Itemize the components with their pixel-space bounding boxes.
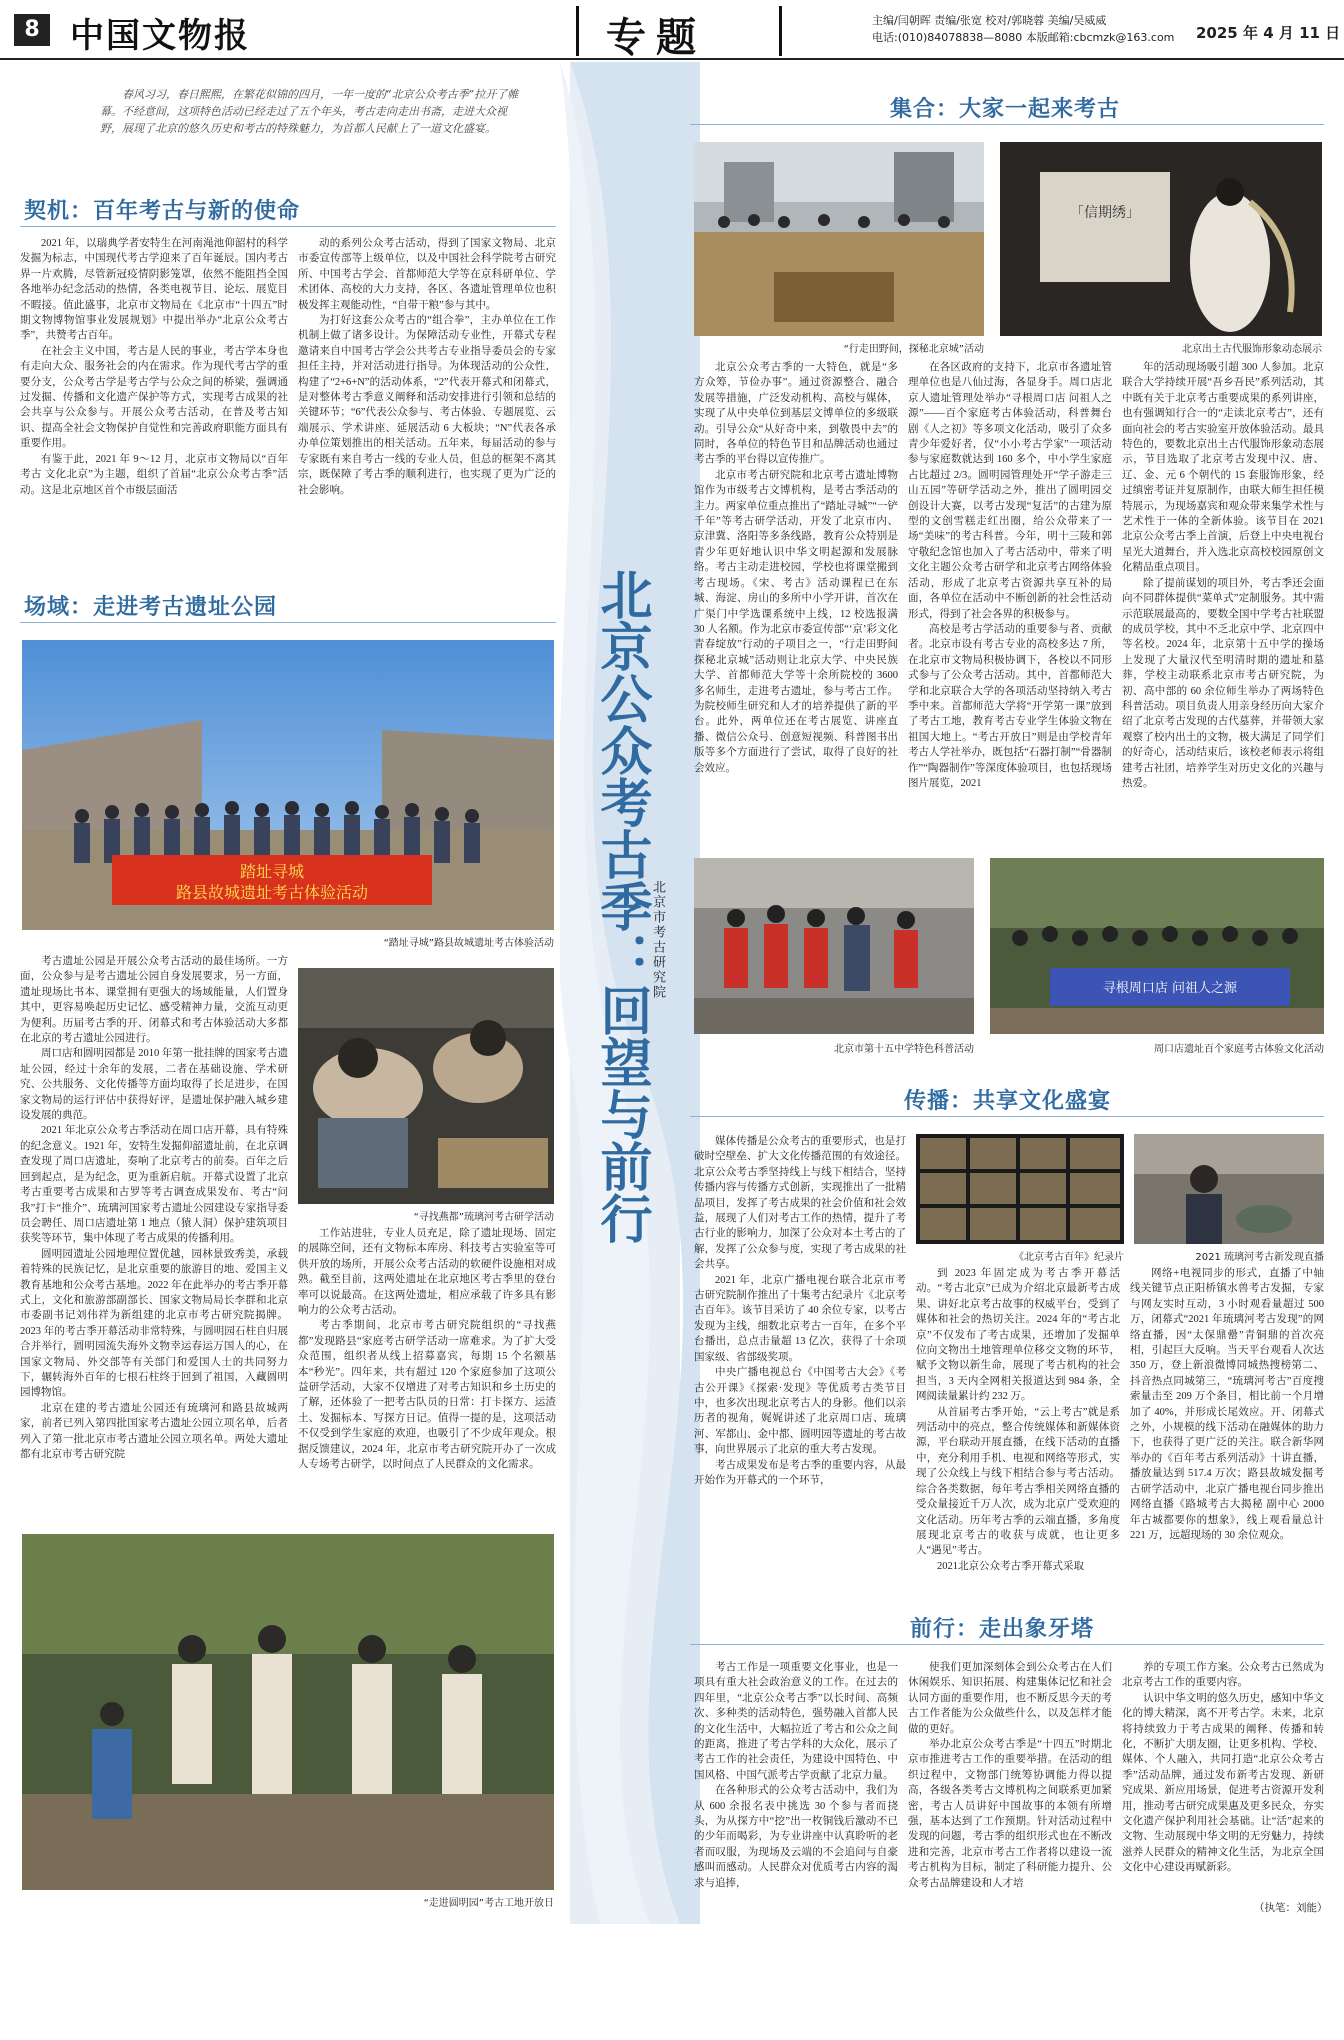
- paragraph: 2021 年北京公众考古季活动在周口店开幕，具有特殊的纪念意义。1921 年，安特生发掘仰韶遗址前，在北京调查发现了周口店遗址，奏响了北京考古的前奏。百年之后回到起点，是为纪念，更为重新启航。开幕式设置了北京考古重要考古成果和古罗等考古调查成果发布、考古“问我”打卡“推介”、琉璃河国家考古遗址公园建设专家指导委员会聘任、周口店遗址第 1 地点（猿人洞）保护建筑项目获奖等环节，集中体现了考古成果的传播利用。: [20, 1125, 288, 1245]
- paragraph: 北京在建的考古遗址公园还有琉璃河和路县故城两家，前者已列入第四批国家考古遗址公园立项名单，后者列入了第一批北京市考古遗址公园立项名单。两处大遗址都有北京市考古研究院: [20, 1402, 288, 1460]
- main-title: 北京公众考古季：回望与前行: [591, 568, 652, 1244]
- issue-date: 2025 年 4 月 11 日: [1196, 24, 1341, 42]
- photo-liulihe-livestream: [1134, 1134, 1324, 1244]
- paragraph: 2021北京公众考古季开幕式采取: [937, 1560, 1084, 1572]
- paragraph: 养的专项工作方案。公众考古已然成为北京考古工作的重要内容。: [1122, 1662, 1324, 1689]
- section-rule: [690, 124, 1324, 125]
- section-rule: [20, 226, 556, 227]
- photo-yuanmingyuan-openday: [22, 1534, 554, 1890]
- paragraph: 动的系列公众考古活动，得到了国家文物局、北京市委宣传部等上级单位，以及中国社会科学院考古研究所、中国考古学会、首都师范大学等在京科研单位、学术团体、高校的大力支持，各区、各遗址管理单位也积极发挥主观能动性，“自带干粮”参与其中。: [298, 238, 556, 311]
- s2-column-1: [20, 954, 288, 1462]
- author-credit: （执笔：刘能）: [1254, 1902, 1328, 1914]
- section-label: 专题: [606, 14, 706, 61]
- stage-photo-illustration: [1000, 142, 1322, 336]
- caption: “行走田野间，探秘北京城”活动: [843, 344, 984, 355]
- livestream-photo-illustration: [1134, 1134, 1324, 1244]
- paragraph: 除了提前谋划的项目外，考古季还会面向不同群体提供“菜单式”定制服务。其中需示范联展最高的，要数全国中学考古社联盟的成员学校，其中不乏北京中学、北京四中等名校。2024 年，北京第十五中学的操场上发现了大量汉代至明清时期的遗址和墓葬，学校主动联系北京市考古研究院，为初、高中部的 60 余位师生举办了两场特色科普活动。项目负责人用亲身经历向大家介绍了北京考古发现的古代墓葬，并带领大家观察了校内出土的文物，极大满足了同学们的好奇心，活动结束后，该校老师表示将组建考古社团，培养学生对历史文化的兴趣与热爱。: [1122, 577, 1324, 789]
- paragraph: 认识中华文明的悠久历史，感知中华文化的博大精深，离不开考古学。未来，北京将持续致力于考古成果的阐释、传播和转化，不断扩大朋友圈，让更多机构、学校、媒体、个人融入，共同打造“北京公众考古季”活动品牌，通过发布新考古发现、新研究成果、新应用场景，促进考古资源开发利用，推动考古研究成果惠及更多民众，夯实文化遗产保护利用社会基础。让“活”起来的文物、生动展现中华文明的无穷魅力，持续滋养人民群众的精神文化生活，为北京全国文化中心建设再赋新彩。: [1122, 1692, 1324, 1874]
- editors-line: 主编/闫朝晖 责编/张宽 校对/郭晓蓉 美编/吴威威: [872, 14, 1107, 27]
- photo-students-studying: [298, 968, 554, 1204]
- section-rule: [690, 1644, 1324, 1645]
- paragraph: 考古遗址公园是开展公众考古活动的最佳场所。一方面，公众参与是考古遗址公园自身发展要求，另一方面，遗址现场比书本、课堂拥有更强大的场域能量，人们置身其中，更容易唤起历史记忆、感受精神力量，交流互动更为便利。历届考古季的开、闭幕式和考古体验活动大多都在北京的考古遗址公园进行。: [20, 956, 288, 1045]
- section-heading-spread: 传播：共享文化盛宴: [904, 1088, 1112, 1114]
- s4-column-3: [1130, 1266, 1324, 1543]
- photo-field-walk: [694, 142, 984, 336]
- contact-line: 电话:(010)84078838—8080 本版邮箱:cbcmzk@163.com: [872, 31, 1175, 44]
- paragraph: 考古成果发布是考古季的重要内容，从最开始作为开幕式的一个环节，: [694, 1459, 906, 1486]
- caption: 北京出土古代服饰形象动态展示: [1182, 344, 1322, 355]
- school-photo-illustration: [694, 858, 974, 1034]
- paragraph: 工作站进驻，专业人员充足，除了遗址现场、固定的展陈空间，还有文物标本库房、科技考古实验室等可供开放的场所，开展公众考古活动的软硬件设施相对成熟。截至目前，这两处遗址在北京地区考古季里的登台率可以说最高。在这两处遗址，相应承载了许多具有影响力的公众考古活动。: [298, 1228, 556, 1317]
- caption: “寻找燕都”琉璃河考古研学活动: [413, 1212, 554, 1223]
- masthead-info: [872, 12, 1174, 46]
- section-heading-sites: 场域：走进考古遗址公园: [24, 594, 278, 620]
- paragraph: 在社会主义中国，考古是人民的事业，考古学本身也有走向大众、服务社会的内在需求。作为现代考古学的重要分支，公众考古学是考古学与公众之间的桥梁，强调通过发掘、传播和文化遗产保护等方式，实现考古成果的社会共享与公众参与。开展公众考古活动，在普及考古知识、提高全社会文物保护自觉性和完善政府职能方面具有重要作用。: [20, 345, 288, 450]
- s3-column-1: [694, 360, 898, 776]
- paragraph: 网络+电视同步的形式，直播了中轴线关键节点正阳桥镇水兽考古发掘，专家与网友实时互动，3 小时观看量超过 500 万，闭幕式“2021 年琉璃河考古发现”的网络直播，因“太保鼎罍”青铜鼎的首次亮相，引起巨大反响。当天平台观看人次达 350 万，登上新浪微博同城热搜榜第二、抖音热点同城第三，“琉璃河考古”百度搜索量击至 209 万个条目，相比前一个月增加了 40%，并形成长尾效应。开、闭幕式之外，小规模的线下活动在融媒体的助力下，也获得了更广泛的关注。联合新华网举办的《百年考古系列活动》十讲直播，播放量达到 517.4 万次；路县故城发掘考古研学活动中，北京广播电视台同步推出网络直播《路城考古大揭秘 副中心 2000 年古城都要你的想象》，线上观看量总计 221 万，远超现场的 30 余位观众。: [1130, 1268, 1324, 1541]
- section-rule: [690, 1116, 1324, 1117]
- paragraph: 考古季期间，北京市考古研究院组织的“寻找燕都”发现路县“家庭考古研学活动一席难求。为了扩大受众范围，组织者从线上招募嘉宾，每期 15 个名额基本“秒光”。四年来，共有超过 120 个家庭参加了这项公益研学活动，大家不仅增进了对考古知识和乡土历史的了解，还体验了一把考古队员的日常：打卡探方、运渣土、发掘标本、写探方日记。值得一提的是，这项活动不仅受到学生家庭的欢迎，也吸引了不少成年观众。根据反馈建议，2024 年，北京市考古研究院开办了一次成人专场考古研学，以时间点了人民群众的文化需求。: [298, 1320, 556, 1471]
- photo-costume-show: [1000, 142, 1322, 336]
- stage-screen-text: 「信期绣」: [1070, 205, 1140, 221]
- caption: “走进圆明园”考古工地开放日: [423, 1898, 554, 1909]
- s5-column-2: [908, 1660, 1112, 1891]
- photo-group-banner: [22, 640, 554, 930]
- study-photo-illustration: [298, 968, 554, 1204]
- paragraph: 2021 年，以瑞典学者安特生在河南渑池仰韶村的科学发掘为标志，中国现代考古学迎来了百年诞辰。国内考古界一片欢腾，尽管新冠疫情阴影笼罩，依然不能阻挡全国各地举办纪念活动的热情，各类电视节目、论坛、展览目不暇接。值此盛事，北京市文物局在《北京市“十四五”时期文物博物馆事业发展规划》中提出举办“北京公众考古季”，共赞考古百年。: [20, 238, 288, 342]
- zkd-photo-illustration: [990, 858, 1324, 1034]
- field-photo-illustration: [694, 142, 984, 336]
- paragraph: 举办北京公众考古季是“十四五”时期北京市推进考古工作的重要举措。在活动的组织过程中，文物部门统筹协调能力得以提高，各级各类考古文博机构之间联系更加紧密，考古人员讲好中国故事的本领有所增强，基本达到了工作预期。针对活动过程中发现的问题，考古季的组织形式也在不断改进和完善，北京市考古工作者将以建设一流考古机构为目标，制定了科研能力提升、公众考古品牌建设和人才培: [908, 1739, 1112, 1889]
- s5-column-3: [1122, 1660, 1324, 1876]
- section-heading-forward: 前行：走出象牙塔: [910, 1616, 1095, 1642]
- paragraph: 有鉴于此，2021 年 9～12 月，北京市文物局以“百年考古 文化北京”为主题，组织了首届“北京公众考古季”活动。这是北京地区首个市级层面活: [20, 453, 288, 496]
- intro-paragraph: 春风习习，春日熙熙，在繁花似锦的四月，一年一度的“北京公众考古季”拉开了帷幕。不经意间，这项特色活动已经走过了五个年头，考古走向走出书斋，走进大众视野，展现了北京的悠久历史和考古的特殊魅力，为首都人民献上了一道文化盛宴。: [100, 88, 519, 135]
- group-photo-illustration: [22, 640, 554, 930]
- paragraph: 到 2023 年固定成为考古季开幕活动。“考古北京”已成为介绍北京最新考古成果、讲好北京考古故事的权威平台，受到了媒体和社会的热切关注。2024 年的“考古北京”不仅发布了考古成果，还增加了发掘单位向文物出土地管理单位移交文物的环节，赋予文物以新生命，展现了考古机构的社会担当，3 天内全网相关报道达到 984 条，全网阅读量累计约 232 万。: [916, 1268, 1120, 1403]
- photo-school-event: [694, 858, 974, 1034]
- paragraph: 中央广播电视总台《中国考古大会》《考古公开课》《探索·发现》等优质考古类节目中，也多次出现北京考古人的身影。他们以亲历者的视角，娓娓讲述了北京周口店、琉璃河、军都山、金中都、圆明园等遗址的考古故事，向世界展示了北京的重大考古发现。: [694, 1367, 906, 1456]
- paragraph: 周口店和圆明园都是 2010 年第一批挂牌的国家考古遗址公园，经过十余年的发展，二者在基础设施、学术研究、公共服务、文化传播等方面均取得了长足进步，在国家文物局的运行评估中获得好评，是遗址保护融入城乡建设发展的典范。: [20, 1048, 288, 1122]
- section-heading-gather: 集合：大家一起来考古: [890, 96, 1121, 122]
- s1-column-2: [298, 236, 556, 498]
- paragraph: 媒体传播是公众考古的重要形式，也是打破时空壁垒、扩大文化传播范围的有效途径。北京公众考古季坚持线上与线下相结合，坚持传播内容与传播方式创新，实现推出了一批精品项目，发挥了考古成果的社会价值和社会效益，展现了人们对考古工作的热情，提升了考古行业的影响力，加深了公众对本土考古的了解，发挥了公众参与度，实现了考古成果的社会共享。: [694, 1136, 906, 1271]
- caption: 周口店遗址百个家庭考古体验文化活动: [1154, 1044, 1324, 1055]
- paragraph: 高校是考古学活动的重要参与者、贡献者。北京市设有考古专业的高校多达 7 所，在北京市文物局积极协调下，各校以不同形式参与了公众考古活动。其中，首都师范大学和北京联合大学的各项活动坚持纳入考古季中来。首都师范大学将“开学第一课”放到了考古工地，教育考古专业学生体验文物在祖国大地上。“考古开放日”则是由学校青年考古人学社举办，既包括“石器打制”“骨器制作”“陶器制作”等深度体验项目，也包括现场图片展览，2021: [908, 623, 1112, 789]
- caption: 2021 琉璃河考古新发现直播: [1195, 1252, 1324, 1263]
- photo-documentary-stills: [916, 1134, 1124, 1244]
- paragraph: 从首届考古季开始，“云上考古”就是系列活动中的亮点，整合传统媒体和新媒体资源，平台联动开展直播，在线下活动的直播中，充分利用手机、电视和网络等形式，实现了公众线上与线下相结合参与考古活动。综合各类数据，每年考古季相关网络直播的受众量接近千万人次，成为北京广受欢迎的文化活动。历年考古季的云端直播，多角度展现北京考古的收获与成就，也让更多人“遇见”考古。: [916, 1406, 1120, 1557]
- section-rule: [20, 622, 556, 623]
- documentary-grid-illustration: [916, 1134, 1124, 1244]
- s3-column-3: [1122, 360, 1324, 791]
- byline: 北京市考古研究院: [650, 880, 665, 1000]
- paragraph: 年的活动现场吸引超 300 人参加。北京联合大学持续开展“吾乡吾民”系列活动，其中既有关于北京考古重要成果的系列讲座，也有强调知行合一的“走读北京考古”，还有面向社会的考古实验室开放体验活动。最具特色的，要数北京出土古代服饰形象动态展示，节目选取了北京考古发现中汉、唐、辽、金、元 6 个朝代的 15 套服饰形象，经过缜密考证并复原制作，由联大师生担任模特展示，为现场嘉宾和观众带来集学术性与艺术性于一体的全新体验。该节目在 2021 北京公众考古季上首演，后登上中央电视台星光大道舞台，并入选北京高校校园原创文化精品重点项目。: [1122, 362, 1324, 574]
- s3-column-2: [908, 360, 1112, 791]
- caption: “踏址寻城”路县故城遗址考古体验活动: [383, 938, 554, 949]
- paragraph: 在各区政府的支持下，北京市各遗址管理单位也是八仙过海，各显身手。周口店北京人遗址管理处举办“寻根周口店 问祖人之源”——百个家庭考古体验活动，科普舞台剧《人之初》等多项文化活动，吸引了众多青少年爱好者，仅“小小考古学家”一项活动参与家庭数就达到 160 多个，中小学生家庭占比超过 2/3。圆明园管理处开“学子游走三山五园”等研学活动之外，推出了圆明园交创设计大赛，以考古发现“复活”的古建为原型的文创雪糕走红出圈，给公众带来了一场“美味”的考古科普。今年，明十三陵和郭守敬纪念馆也加入了考古活动中，带来了明文化主题公众考古研学和北京考古网络体验活动，形成了北京考古资源共享互补的局面，各单位在活动中不断创新的社会性活动形式，得到了社会各界的积极参与。: [908, 362, 1112, 620]
- s2-column-2: [298, 1226, 556, 1473]
- page-number: 8: [14, 14, 50, 46]
- paragraph: 北京公众考古季的一大特色，就是“多方众筹，节俭办事”。通过资源整合、融合发展等措施，广泛发动机构、高校与媒体，实现了从中央单位到基层文博单位的多级联动。引导公众“从好奇中来，到敬畏中去”的同时，各单位的特色节目和品牌活动也通过考古季的平台得以宣传推广。: [694, 362, 898, 466]
- paragraph: 在各种形式的公众考古活动中，我们为从 600 余报名表中挑选 30 个参与者而挠头，为从探方中“挖”出一枚铜钱后激动不已的少年而喝彩，为专业讲座中认真聆听的老者而叹服，为现场及云端的不会追问与自豪感叫而感动。人民群众对优质考古内容的渴求与追捧，: [694, 1785, 898, 1889]
- paragraph: 考古工作是一项重要文化事业，也是一项具有重大社会政治意义的工作。在过去的四年里，“北京公众考古季”以长时间、高频次、多种类的活动特色，强势融入首都人民的文化生活中，大幅拉近了考古和公众之间的距离，推进了考古学科的大众化，展示了考古工作的社会责任，为建设中国特色、中国风格、中国气派考古学贡献了北京力量。: [694, 1662, 898, 1781]
- s5-column-1: [694, 1660, 898, 1891]
- paragraph: 圆明园遗址公园地理位置优越，园林景致秀美，承载着特殊的民族记忆，是北京重要的旅游目的地、爱国主义教育基地和公众考古基地。2022 年在此举办的考古季开幕式上，文化和旅游部副部长、国家文物局局长李群和北京市委副书记刘伟祥为新组建的北京市考古研究院揭牌。2023 年的考古季开幕活动非常特殊，与圆明园石柱自归展合并举行，圆明园流失海外文物幸运春运万国人的心，在国家文物局、外交部等有关部门和爱国人士的共同努力下，辗转海外百年的七根石柱终于回到了祖国，入藏圆明园博物馆。: [20, 1248, 288, 1399]
- paragraph: 2021 年，北京广播电视台联合北京市考古研究院制作推出了十集考古纪录片《北京考古百年》。该节目采访了 40 余位专家，以考古发现为主线，细数北京考古一百年，在多个平台播出，总点击量超 13 亿次，获得了十余项国家级、省部级奖项。: [694, 1274, 906, 1363]
- newspaper-name: 中国文物报: [70, 16, 250, 56]
- zkd-banner-text: 寻根周口店 问祖人之源: [1102, 981, 1238, 996]
- s4-column-2: [916, 1266, 1120, 1574]
- paragraph: 北京市考古研究院和北京考古遗址博物馆作为市级考古文博机构，是考古季活动的主力。两家单位重点推出了“踏址寻城”“一铲千年”等考古研学活动，开发了北京市内、京津冀、洛阳等多条线路，教育公众特别是青少年更好地认识中华文明起源和发展脉络。考古主动走进校园，学校也将课堂搬到考古现场。《宋、考古》活动课程已在东城、海淀、房山的多所中小学开讲，首次在广渠门中学选课系统中上线，12 校选报满 30 人名额。作为北京市委宣传部“‘京’彩文化 青春绽放”行动的子项目之一，“行走田野间 探秘北京城”活动则让北京大学、中央民族大学、首都师范大学等十余所院校的 3600 多名师生，走进考古遗址，参与考古工作。为院校师生研究和人才的培养提供了新的平台。此外，两单位还在考古展览、讲座直播、微信公众号、创意短视频、科普图书出版等多个方面进行了尝试，取得了良好的社会效应。: [694, 469, 898, 774]
- photo-zhoukoudian-families: [990, 858, 1324, 1034]
- banner-text-bottom: 路县故城遗址考古体验活动: [175, 883, 369, 902]
- section-heading-opportunity: 契机：百年考古与新的使命: [24, 198, 301, 224]
- s4-column-1: [694, 1134, 906, 1488]
- paragraph: 使我们更加深刻体会到公众考古在人们休闲娱乐、知识拓展、构建集体记忆和社会认同方面的重要作用，也不断反思今天的考古工作者能为公众做些什么，以及怎样才能做的更好。: [908, 1662, 1112, 1735]
- s1-column-1: [20, 236, 288, 498]
- openday-photo-illustration: [22, 1534, 554, 1890]
- banner-text-top: 踏址寻城: [239, 862, 305, 881]
- paragraph: 为打好这套公众考古的“组合拳”，主办单位在工作机制上做了诸多设计。为保障活动专业性，开幕式专程邀请来自中国考古学会公共考古专业指导委员会的专家担任主持，并对活动进行指导。为体现活动的公众性，构建了“2+6+N”的活动体系，“2”代表开幕式和闭幕式，是对整体考古季意义阐释和活动安排进行引领和总结的关键环节；“6”代表公众参与、考古体验、专题展览、云端展示、学术讲座、延展活动 6 大板块；“N”代表各承办单位策划推出的相关活动。五年来，每届活动的参与专家既有来自考古一线的专业人员，但总的框架不离其宗，既保障了考古季的顺利进行，也实现了更为广泛的社会影响。: [298, 315, 556, 496]
- caption: 《北京考古百年》纪录片: [1014, 1252, 1124, 1263]
- caption: 北京市第十五中学特色科普活动: [834, 1044, 974, 1055]
